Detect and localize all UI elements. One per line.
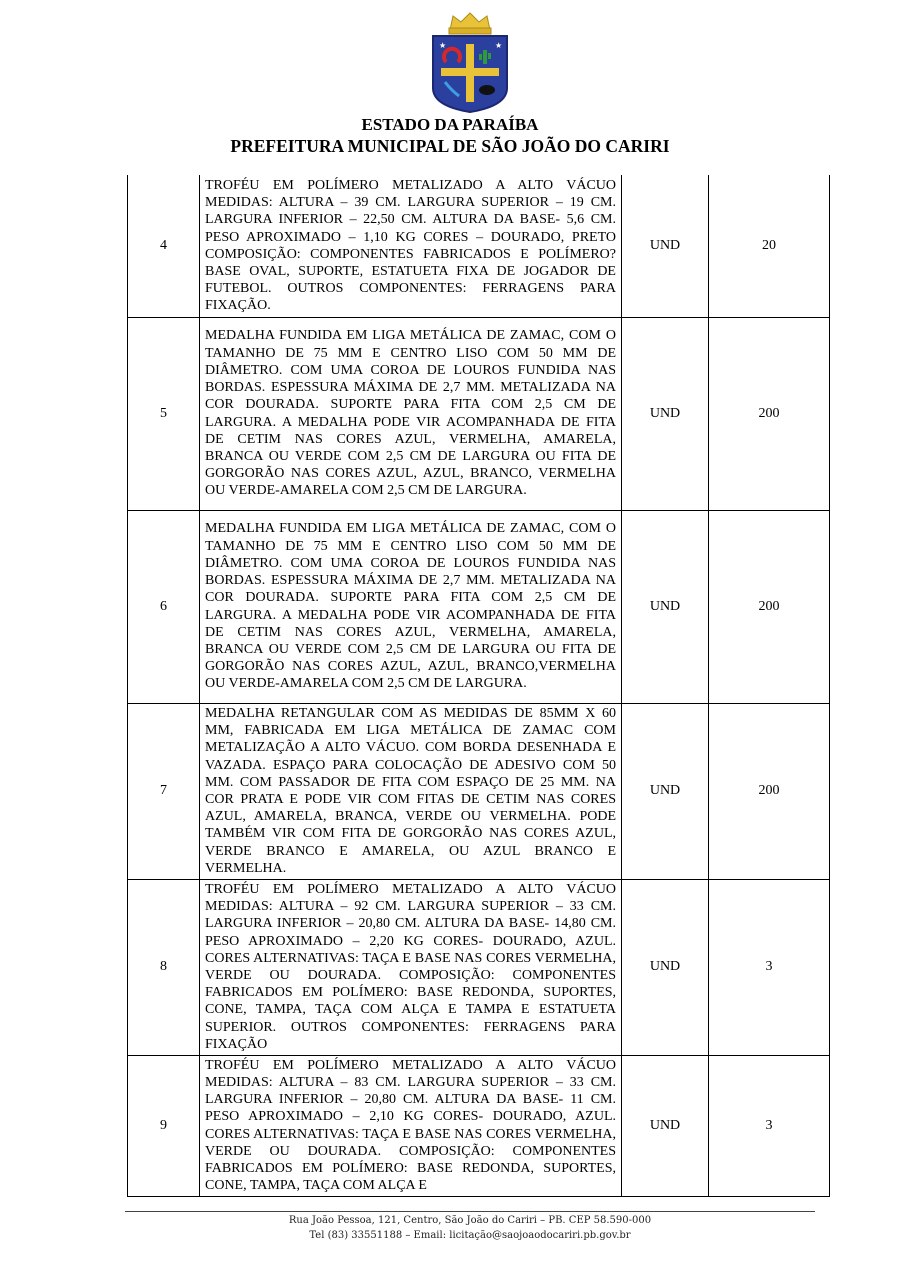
item-number: 5 xyxy=(128,317,200,510)
table-row xyxy=(128,510,830,703)
item-unit: UND xyxy=(622,175,709,317)
item-unit: UND xyxy=(622,317,709,510)
svg-text:★: ★ xyxy=(439,41,447,50)
item-quantity: 20 xyxy=(709,175,830,317)
svg-text:★: ★ xyxy=(495,41,503,50)
item-unit: UND xyxy=(622,1055,709,1196)
table-row xyxy=(128,1055,830,1196)
table-row xyxy=(128,317,830,510)
item-description: TROFÉU EM POLÍMERO METALIZADO A ALTO VÁCUO MEDIDAS: ALTURA – 39 CM. LARGURA SUPERIOR – 19 CM. LARGURA INFERIOR – 22,50 CM. ALTURA DA BASE- 5,6 CM. PESO APROXIMADO – 1,10 KG CORES – DOURADO, PRETO COMPOSIÇÃO: COMPONENTES FABRICADOS E POLÍMERO? BASE OVAL, SUPORTE, ESTATUETA FIXA DE JOGADOR DE FUTEBOL. OUTROS COMPONENTES: FERRAGENS PARA FIXAÇÃO. xyxy=(200,175,622,317)
table-row xyxy=(128,879,830,1055)
item-number: 9 xyxy=(128,1055,200,1196)
item-quantity: 3 xyxy=(709,879,830,1055)
footer-divider xyxy=(125,1211,815,1212)
item-quantity: 200 xyxy=(709,703,830,879)
table-row xyxy=(128,703,830,879)
item-unit: UND xyxy=(622,510,709,703)
item-quantity: 200 xyxy=(709,317,830,510)
items-table xyxy=(127,175,830,1197)
item-number: 7 xyxy=(128,703,200,879)
footer-address: Rua João Pessoa, 121, Centro, São João do Cariri – PB. CEP 58.590-000 xyxy=(288,1215,652,1226)
item-description: MEDALHA RETANGULAR COM AS MEDIDAS DE 85MM X 60 MM, FABRICADA EM LIGA METÁLICA DE ZAMAC COM METALIZAÇÃO A ALTO VÁCUO. COM BORDA DESENHADA E VAZADA. ESPAÇO PARA COLOCAÇÃO DE ADESIVO COM 50 MM. COM PASSADOR DE FITA COM ESPAÇO DE 25 MM. NA COR PRATA E PODE VIR COM FITAS DE CETIM NAS CORES AZUL, AMARELA, BRANCA, VERDE OU VERMELHA. PODE TAMBÉM VIR COM FITA DE GORGORÃO NAS CORES AZUL, VERDE BRANCO E AMARELA, OU AZUL BRANCO E VERMELHA. xyxy=(200,703,622,879)
item-description: MEDALHA FUNDIDA EM LIGA METÁLICA DE ZAMAC, COM O TAMANHO DE 75 MM E CENTRO LISO COM 50 MM DE DIÂMETRO. COM UMA COROA DE LOUROS FUNDIDA NAS BORDAS. ESPESSURA MÁXIMA DE 2,7 MM. METALIZADA NA COR DOURADA. SUPORTE PARA FITA COM 2,5 CM DE LARGURA. A MEDALHA PODE VIR ACOMPANHADA DE FITA DE CETIM NAS CORES AZUL, VERMELHA, AMARELA, BRANCA OU VERDE COM 2,5 CM DE LARGURA OU FITA DE GORGORÃO NAS CORES AZUL, AZUL, BRANCO, VERMELHA OU VERDE-AMARELA COM 2,5 CM DE LARGURA. xyxy=(200,317,622,510)
footer-contact: Tel (83) 33551188 – Email: licitação@saojoaodocariri.pb.gov.br xyxy=(309,1230,631,1241)
municipality-title: PREFEITURA MUNICIPAL DE SÃO JOÃO DO CARIRI xyxy=(230,136,670,156)
item-unit: UND xyxy=(622,703,709,879)
table-row xyxy=(128,175,830,317)
item-quantity: 200 xyxy=(709,510,830,703)
item-unit: UND xyxy=(622,879,709,1055)
item-description: TROFÉU EM POLÍMERO METALIZADO A ALTO VÁCUO MEDIDAS: ALTURA – 92 CM. LARGURA SUPERIOR – 33 CM. LARGURA INFERIOR – 20,80 CM. ALTURA DA BASE- 14,80 CM. PESO APROXIMADO – 2,20 KG CORES- DOURADO, AZUL. CORES ALTERNATIVAS: TAÇA E BASE NAS CORES VERMELHA, VERDE OU DOURADA. COMPOSIÇÃO: COMPONENTES FABRICADOS EM POLÍMERO: BASE REDONDA, SUPORTES, CONE, TAMPA, TAÇA COM ALÇA E TAMPA E ESTATUETA SUPERIOR. OUTROS COMPONENTES: FERRAGENS PARA FIXAÇÃO xyxy=(200,879,622,1055)
item-number: 6 xyxy=(128,510,200,703)
item-number: 8 xyxy=(128,879,200,1055)
item-description: TROFÉU EM POLÍMERO METALIZADO A ALTO VÁCUO MEDIDAS: ALTURA – 83 CM. LARGURA SUPERIOR – 33 CM. LARGURA INFERIOR – 20,80 CM. ALTURA DA BASE- 11 CM. PESO APROXIMADO – 2,10 KG CORES- DOURADO, AZUL. CORES ALTERNATIVAS: TAÇA E BASE NAS CORES VERMELHA, VERDE OU DOURADA. COMPOSIÇÃO: COMPONENTES FABRICADOS EM POLÍMERO: BASE REDONDA, SUPORTES, CONE, TAMPA, TAÇA COM ALÇA E xyxy=(200,1055,622,1196)
coat-of-arms-icon xyxy=(425,10,515,115)
item-number: 4 xyxy=(128,175,200,317)
item-quantity: 3 xyxy=(709,1055,830,1196)
item-description: MEDALHA FUNDIDA EM LIGA METÁLICA DE ZAMAC, COM O TAMANHO DE 75 MM E CENTRO LISO COM 50 MM DE DIÂMETRO. COM UMA COROA DE LOUROS FUNDIDA NAS BORDAS. ESPESSURA MÁXIMA DE 2,7 MM. METALIZADA NA COR DOURADA. SUPORTE PARA FITA COM 2,5 CM DE LARGURA. A MEDALHA PODE VIR ACOMPANHADA DE FITA DE CETIM NAS CORES AZUL, VERMELHA, AMARELA, BRANCA OU VERDE COM 2,5 CM DE LARGURA OU FITA DE GORGORÃO NAS CORES AZUL, AZUL, BRANCO,VERMELHA OU VERDE-AMARELA COM 2,5 CM DE LARGURA. xyxy=(200,510,622,703)
state-title: ESTADO DA PARAÍBA xyxy=(361,115,539,134)
